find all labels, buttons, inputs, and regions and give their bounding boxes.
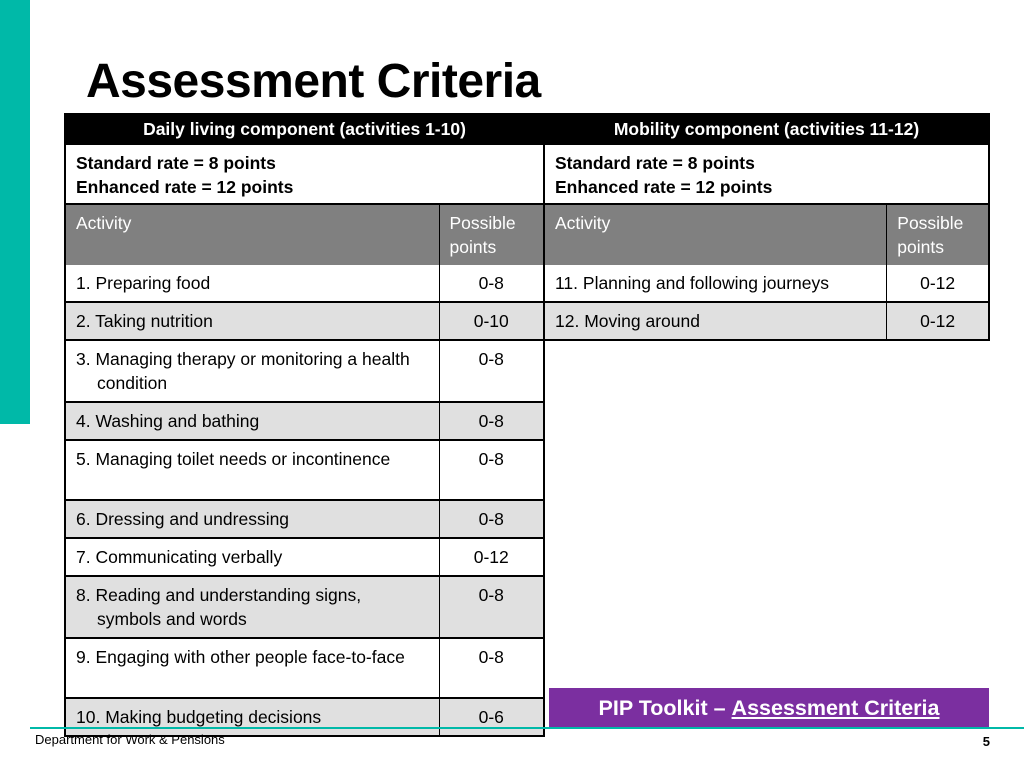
mobility-table (545, 113, 990, 341)
column-header-activity: Activity (545, 204, 887, 265)
footer-department: Department for Work & Pensions (35, 732, 225, 747)
pip-toolkit-banner (549, 688, 989, 728)
table-row (65, 538, 544, 576)
accent-sidebar-bar (0, 0, 30, 424)
mobility-standard-rate: Standard rate = 8 points (555, 153, 755, 173)
activity-cell: 6. Dressing and undressing (65, 500, 439, 538)
points-cell: 0-8 (439, 500, 544, 538)
activity-cell: 12. Moving around (545, 302, 887, 340)
table-row (65, 698, 544, 736)
points-cell: 0-12 (439, 538, 544, 576)
page-title: Assessment Criteria (86, 55, 541, 108)
mobility-enhanced-rate: Enhanced rate = 12 points (555, 177, 773, 197)
assessment-criteria-link[interactable]: Assessment Criteria (731, 695, 940, 720)
activity-cell: 9. Engaging with other people face-to-face (65, 638, 439, 698)
mobility-rates (545, 145, 989, 204)
points-cell: 0-12 (887, 265, 989, 302)
table-row (65, 638, 544, 698)
column-header-activity: Activity (65, 204, 439, 265)
activity-cell: 11. Planning and following journeys (545, 265, 887, 302)
daily-living-rates (65, 145, 544, 204)
points-cell: 0-8 (439, 638, 544, 698)
column-header-possible-points: Possible points (439, 204, 544, 265)
points-cell: 0-8 (439, 440, 544, 500)
table-row (65, 500, 544, 538)
points-cell: 0-8 (439, 340, 544, 402)
activity-cell: 2. Taking nutrition (65, 302, 439, 340)
table-row (65, 576, 544, 638)
daily-living-enhanced-rate: Enhanced rate = 12 points (76, 177, 294, 197)
points-cell: 0-8 (439, 402, 544, 440)
table-row (65, 340, 544, 402)
daily-living-table (64, 113, 545, 737)
table-row (65, 402, 544, 440)
footer-divider (30, 727, 1024, 729)
activity-cell: 3. Managing therapy or monitoring a health condition (65, 340, 439, 402)
points-cell: 0-8 (439, 265, 544, 302)
daily-living-header: Daily living component (activities 1-10) (65, 113, 544, 145)
points-cell: 0-8 (439, 576, 544, 638)
table-row (65, 265, 544, 302)
points-cell: 0-10 (439, 302, 544, 340)
table-row (65, 302, 544, 340)
activity-cell: 5. Managing toilet needs or incontinence (65, 440, 439, 500)
points-cell: 0-12 (887, 302, 989, 340)
pip-toolkit-prefix: PIP Toolkit – (598, 695, 726, 720)
page-number: 5 (982, 734, 990, 749)
activity-cell: 7. Communicating verbally (65, 538, 439, 576)
table-row (65, 440, 544, 500)
activity-cell: 8. Reading and understanding signs, symbols and words (65, 576, 439, 638)
activity-cell: 4. Washing and bathing (65, 402, 439, 440)
column-header-possible-points: Possible points (887, 204, 989, 265)
activity-cell: 1. Preparing food (65, 265, 439, 302)
table-row (545, 265, 989, 302)
activity-cell: 10. Making budgeting decisions (65, 698, 439, 736)
points-cell: 0-6 (439, 698, 544, 736)
daily-living-standard-rate: Standard rate = 8 points (76, 153, 276, 173)
table-row (545, 302, 989, 340)
mobility-header: Mobility component (activities 11-12) (545, 113, 989, 145)
